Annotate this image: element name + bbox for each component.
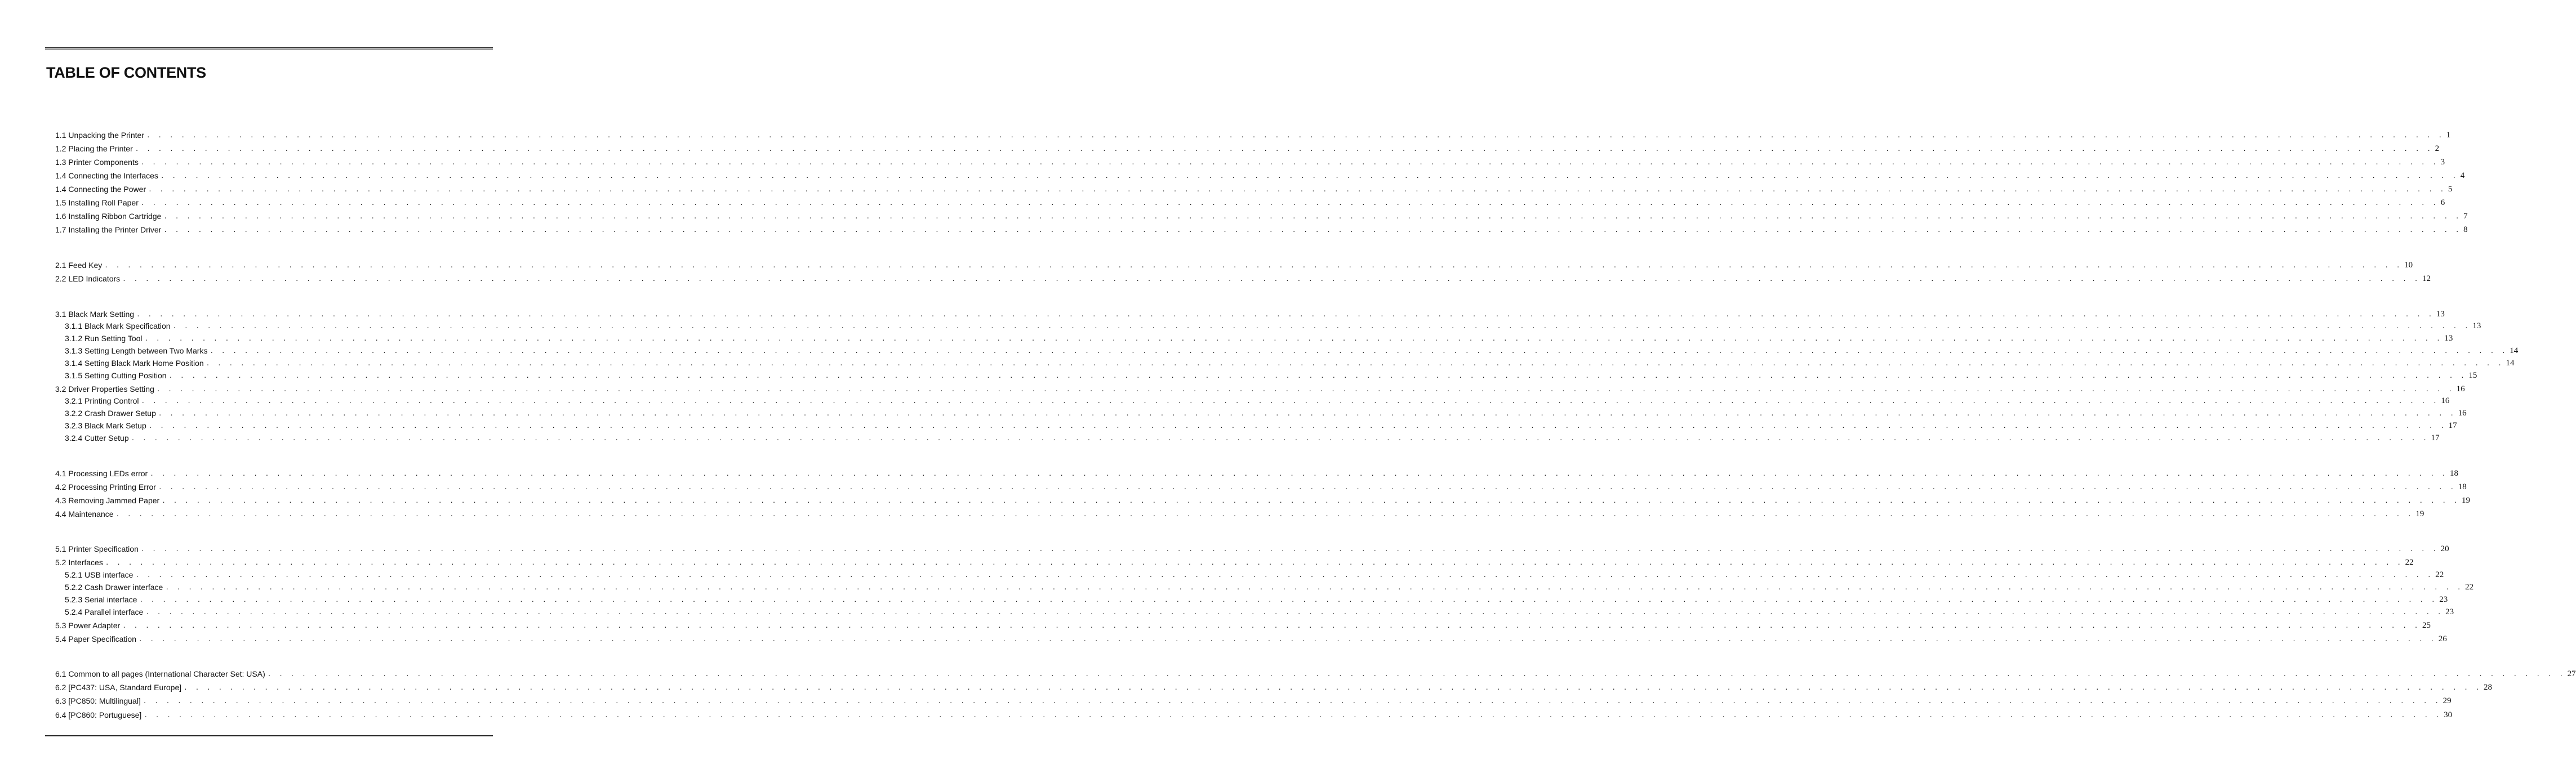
toc-entry-label: 2.1 Feed Key bbox=[55, 261, 103, 270]
dot-leader: . . . . . . . . . . . . . . . . . . . . . . . . . . . . . . . . . . . . . . . . . . . . . . . . . . . . . . . . . . . . . . . . . . . . . . . . . . . . . . . . . . . . . . . . . . . . . . . . . . . . . . . . . . . . . . . . . . . . . . . . . . . . . . . . . . . . . . . . . . . . . . . . . . . . . . . . . . . . . . . . . . . . . . . . . . . . . . . . . . . . . . . . . . . . . . . . . . . . . . . . bbox=[160, 172, 2458, 180]
toc-entry-page-number: 30 bbox=[2444, 710, 2453, 719]
dot-leader: . . . . . . . . . . . . . . . . . . . . . . . . . . . . . . . . . . . . . . . . . . . . . . . . . . . . . . . . . . . . . . . . . . . . . . . . . . . . . . . . . . . . . . . . . . . . . . . . . . . . . . . . . . . . . . . . . . . . . . . . . . . . . . . . . . . . . . . . . . . . . . . . . . . . . . . . . . . . . . . . . . . . . . . . . . . . . . . . . . . . . . . . . . . . . . . . . . . . . . . . bbox=[122, 275, 2420, 283]
dot-leader: . . . . . . . . . . . . . . . . . . . . . . . . . . . . . . . . . . . . . . . . . . . . . . . . . . . . . . . . . . . . . . . . . . . . . . . . . . . . . . . . . . . . . . . . . . . . . . . . . . . . . . . . . . . . . . . . . . . . . . . . . . . . . . . . . . . . . . . . . . . . . . . . . . . . . . . . . . . . . . . . . . . . . . . . . . . . . . . . . . . . . . . . . . . . . . . . . . . . . . . . bbox=[140, 159, 2439, 166]
toc-entry-label: 4.3 Removing Jammed Paper bbox=[55, 496, 160, 505]
toc-entry-label: 5.2.4 Parallel interface bbox=[65, 607, 144, 616]
toc-entry-page-number: 22 bbox=[2465, 583, 2474, 592]
toc-entry-page-number: 18 bbox=[2450, 469, 2458, 478]
toc-entry-page-number: 10 bbox=[2404, 261, 2413, 270]
dot-leader: . . . . . . . . . . . . . . . . . . . . . . . . . . . . . . . . . . . . . . . . . . . . . . . . . . . . . . . . . . . . . . . . . . . . . . . . . . . . . . . . . . . . . . . . . . . . . . . . . . . . . . . . . . . . . . . . . . . . . . . . . . . . . . . . . . . . . . . . . . . . . . . . . . . . . . . . . . . . . . . . . . . . . . . . . . . . . . . . . . . . . . . . . . . . . . . . . . . . . . . . bbox=[115, 511, 2414, 518]
toc-entry-label: 3.1.5 Setting Cutting Position bbox=[65, 371, 167, 380]
toc-entry-label: 4.4 Maintenance bbox=[55, 509, 114, 518]
toc-entry[interactable] bbox=[65, 395, 2450, 405]
toc-entry-page-number: 27 bbox=[2567, 669, 2576, 678]
toc-entry-label: 5.2.2 Cash Drawer interface bbox=[65, 583, 163, 592]
dot-leader: . . . . . . . . . . . . . . . . . . . . . . . . . . . . . . . . . . . . . . . . . . . . . . . . . . . . . . . . . . . . . . . . . . . . . . . . . . . . . . . . . . . . . . . . . . . . . . . . . . . . . . . . . . . . . . . . . . . . . . . . . . . . . . . . . . . . . . . . . . . . . . . . . . . . . . . . . . . . . . . . . . . . . . . . . . . . . . . . . . . . . . . . . . . . . . . . . . . . . . . . bbox=[168, 372, 2467, 379]
dot-leader: . . . . . . . . . . . . . . . . . . . . . . . . . . . . . . . . . . . . . . . . . . . . . . . . . . . . . . . . . . . . . . . . . . . . . . . . . . . . . . . . . . . . . . . . . . . . . . . . . . . . . . . . . . . . . . . . . . . . . . . . . . . . . . . . . . . . . . . . . . . . . . . . . . . . . . . . . . . . . . . . . . . . . . . . . . . . . . . . . . . . . . . . . . . . . . . . . . . . . . . . bbox=[139, 596, 2437, 603]
toc-entry-page-number: 18 bbox=[2458, 482, 2467, 491]
dot-leader: . . . . . . . . . . . . . . . . . . . . . . . . . . . . . . . . . . . . . . . . . . . . . . . . . . . . . . . . . . . . . . . . . . . . . . . . . . . . . . . . . . . . . . . . . . . . . . . . . . . . . . . . . . . . . . . . . . . . . . . . . . . . . . . . . . . . . . . . . . . . . . . . . . . . . . . . . . . . . . . . . . . . . . . . . . . . . . . . . . . . . . . . . . . . . . . . . . . . . . . . bbox=[163, 213, 2462, 220]
toc-entry-label: 1.4 Connecting the Interfaces bbox=[55, 171, 158, 180]
toc-entry-page-number: 4 bbox=[2460, 171, 2465, 180]
toc-entry-page-number: 5 bbox=[2448, 185, 2453, 194]
bottom-rule bbox=[45, 735, 493, 736]
dot-leader: . . . . . . . . . . . . . . . . . . . . . . . . . . . . . . . . . . . . . . . . . . . . . . . . . . . . . . . . . . . . . . . . . . . . . . . . . . . . . . . . . . . . . . . . . . . . . . . . . . . . . . . . . . . . . . . . . . . . . . . . . . . . . . . . . . . . . . . . . . . . . . . . . . . . . . . . . . . . . . . . . . . . . . . . . . . . . . . . . . . . . . . . . . . . . . . . . . . . . . . . bbox=[135, 145, 2433, 153]
toc-entry-label: 6.4 [PC860: Portuguese] bbox=[55, 710, 142, 719]
toc-entry[interactable] bbox=[65, 606, 2454, 616]
dot-leader: . . . . . . . . . . . . . . . . . . . . . . . . . . . . . . . . . . . . . . . . . . . . . . . . . . . . . . . . . . . . . . . . . . . . . . . . . . . . . . . . . . . . . . . . . . . . . . . . . . . . . . . . . . . . . . . . . . . . . . . . . . . . . . . . . . . . . . . . . . . . . . . . . . . . . . . . . . . . . . . . . . . . . . . . . . . . . . . . . . . . . . . . . . . . . . . . . . . . . . . . bbox=[165, 584, 2463, 591]
dot-leader: . . . . . . . . . . . . . . . . . . . . . . . . . . . . . . . . . . . . . . . . . . . . . . . . . . . . . . . . . . . . . . . . . . . . . . . . . . . . . . . . . . . . . . . . . . . . . . . . . . . . . . . . . . . . . . . . . . . . . . . . . . . . . . . . . . . . . . . . . . . . . . . . . . . . . . . . . . . . . . . . . . . . . . . . . . . . . . . . . . . . . . . . . . . . . . . . . . . . . . . . bbox=[210, 347, 2508, 355]
toc-entry[interactable] bbox=[55, 557, 2414, 567]
dot-leader: . . . . . . . . . . . . . . . . . . . . . . . . . . . . . . . . . . . . . . . . . . . . . . . . . . . . . . . . . . . . . . . . . . . . . . . . . . . . . . . . . . . . . . . . . . . . . . . . . . . . . . . . . . . . . . . . . . . . . . . . . . . . . . . . . . . . . . . . . . . . . . . . . . . . . . . . . . . . . . . . . . . . . . . . . . . . . . . . . . . . . . . . . . . . . . . . . . . . . . . . bbox=[148, 186, 2446, 193]
toc-entry-page-number: 23 bbox=[2445, 607, 2454, 616]
toc-entry[interactable] bbox=[55, 468, 2458, 478]
toc-entry[interactable] bbox=[65, 594, 2448, 604]
toc-entry[interactable] bbox=[55, 170, 2465, 180]
toc-entry-label: 3.1.1 Black Mark Specification bbox=[65, 321, 171, 330]
toc-entry-page-number: 3 bbox=[2440, 158, 2445, 167]
toc-entry-page-number: 16 bbox=[2458, 409, 2467, 418]
toc-entry[interactable] bbox=[55, 211, 2468, 221]
dot-leader: . . . . . . . . . . . . . . . . . . . . . . . . . . . . . . . . . . . . . . . . . . . . . . . . . . . . . . . . . . . . . . . . . . . . . . . . . . . . . . . . . . . . . . . . . . . . . . . . . . . . . . . . . . . . . . . . . . . . . . . . . . . . . . . . . . . . . . . . . . . . . . . . . . . . . . . . . . . . . . . . . . . . . . . . . . . . . . . . . . . . . . . . . . . . . . . . . . . . . . . . bbox=[172, 323, 2471, 330]
toc-entry-page-number: 8 bbox=[2463, 225, 2468, 234]
toc-entry[interactable] bbox=[55, 184, 2453, 194]
toc-entry[interactable] bbox=[55, 481, 2467, 491]
toc-entry-label: 5.2 Interfaces bbox=[55, 558, 103, 567]
toc-entry-label: 6.1 Common to all pages (International Character Set: USA) bbox=[55, 669, 265, 678]
dot-leader: . . . . . . . . . . . . . . . . . . . . . . . . . . . . . . . . . . . . . . . . . . . . . . . . . . . . . . . . . . . . . . . . . . . . . . . . . . . . . . . . . . . . . . . . . . . . . . . . . . . . . . . . . . . . . . . . . . . . . . . . . . . . . . . . . . . . . . . . . . . . . . . . . . . . . . . . . . . . . . . . . . . . . . . . . . . . . . . . . . . . . . . . . . . . . . . . . . . . . . . . bbox=[206, 360, 2504, 367]
toc-entry-page-number: 20 bbox=[2440, 544, 2449, 553]
toc-entry-label: 3.1.4 Setting Black Mark Home Position bbox=[65, 359, 204, 368]
toc-entry[interactable] bbox=[55, 495, 2471, 505]
toc-entry[interactable] bbox=[65, 408, 2467, 418]
toc-entry-page-number: 17 bbox=[2431, 433, 2440, 442]
dot-leader: . . . . . . . . . . . . . . . . . . . . . . . . . . . . . . . . . . . . . . . . . . . . . . . . . . . . . . . . . . . . . . . . . . . . . . . . . . . . . . . . . . . . . . . . . . . . . . . . . . . . . . . . . . . . . . . . . . . . . . . . . . . . . . . . . . . . . . . . . . . . . . . . . . . . . . . . . . . . . . . . . . . . . . . . . . . . . . . . . . . . . . . . . . . . . . . . . . . . . . . . bbox=[158, 410, 2456, 417]
toc-entry[interactable] bbox=[55, 260, 2413, 270]
toc-entry[interactable] bbox=[55, 383, 2465, 394]
toc-entry-page-number: 14 bbox=[2506, 359, 2515, 368]
toc-entry-label: 4.1 Processing LEDs error bbox=[55, 469, 148, 478]
toc-entry-page-number: 19 bbox=[2415, 509, 2424, 518]
toc-entry-label: 3.2 Driver Properties Setting bbox=[55, 385, 154, 394]
toc-entry-label: 5.2.1 USB interface bbox=[65, 570, 134, 579]
dot-leader: . . . . . . . . . . . . . . . . . . . . . . . . . . . . . . . . . . . . . . . . . . . . . . . . . . . . . . . . . . . . . . . . . . . . . . . . . . . . . . . . . . . . . . . . . . . . . . . . . . . . . . . . . . . . . . . . . . . . . . . . . . . . . . . . . . . . . . . . . . . . . . . . . . . . . . . . . . . . . . . . . . . . . . . . . . . . . . . . . . . . . . . . . . . . . . . . . . . . . . . . bbox=[144, 335, 2442, 342]
toc-entry-label: 6.2 [PC437: USA, Standard Europe] bbox=[55, 683, 182, 692]
toc-entry[interactable] bbox=[55, 508, 2424, 518]
toc-entry-label: 1.1 Unpacking the Printer bbox=[55, 131, 144, 140]
toc-entry[interactable] bbox=[55, 143, 2440, 153]
dot-leader: . . . . . . . . . . . . . . . . . . . . . . . . . . . . . . . . . . . . . . . . . . . . . . . . . . . . . . . . . . . . . . . . . . . . . . . . . . . . . . . . . . . . . . . . . . . . . . . . . . . . . . . . . . . . . . . . . . . . . . . . . . . . . . . . . . . . . . . . . . . . . . . . . . . . . . . . . . . . . . . . . . . . . . . . . . . . . . . . . . . . . . . . . . . . . . . . . . . . . . . . bbox=[184, 684, 2481, 691]
dot-leader: . . . . . . . . . . . . . . . . . . . . . . . . . . . . . . . . . . . . . . . . . . . . . . . . . . . . . . . . . . . . . . . . . . . . . . . . . . . . . . . . . . . . . . . . . . . . . . . . . . . . . . . . . . . . . . . . . . . . . . . . . . . . . . . . . . . . . . . . . . . . . . . . . . . . . . . . . . . . . . . . . . . . . . . . . . . . . . . . . . . . . . . . . . . . . . . . . . . . . . . . bbox=[162, 497, 2460, 504]
toc-entry-page-number: 26 bbox=[2438, 634, 2447, 643]
dot-leader: . . . . . . . . . . . . . . . . . . . . . . . . . . . . . . . . . . . . . . . . . . . . . . . . . . . . . . . . . . . . . . . . . . . . . . . . . . . . . . . . . . . . . . . . . . . . . . . . . . . . . . . . . . . . . . . . . . . . . . . . . . . . . . . . . . . . . . . . . . . . . . . . . . . . . . . . . . . . . . . . . . . . . . . . . . . . . . . . . . . . . . . . . . . . . . . . . . . . . . . . bbox=[140, 546, 2439, 553]
toc-entry-page-number: 14 bbox=[2510, 346, 2519, 355]
toc-entry-label: 5.1 Printer Specification bbox=[55, 544, 139, 553]
dot-leader: . . . . . . . . . . . . . . . . . . . . . . . . . . . . . . . . . . . . . . . . . . . . . . . . . . . . . . . . . . . . . . . . . . . . . . . . . . . . . . . . . . . . . . . . . . . . . . . . . . . . . . . . . . . . . . . . . . . . . . . . . . . . . . . . . . . . . . . . . . . . . . . . . . . . . . . . . . . . . . . . . . . . . . . . . . . . . . . . . . . . . . . . . . . . . . . . . . . . . . . . bbox=[267, 670, 2565, 678]
toc-entry-label: 5.3 Power Adapter bbox=[55, 621, 121, 630]
toc-entry-page-number: 29 bbox=[2442, 696, 2452, 705]
toc-entry[interactable] bbox=[65, 320, 2481, 330]
toc-entry[interactable] bbox=[55, 197, 2445, 207]
toc-entry[interactable] bbox=[65, 357, 2515, 368]
toc-entry[interactable] bbox=[65, 432, 2440, 442]
toc-entry[interactable] bbox=[55, 633, 2447, 643]
dot-leader: . . . . . . . . . . . . . . . . . . . . . . . . . . . . . . . . . . . . . . . . . . . . . . . . . . . . . . . . . . . . . . . . . . . . . . . . . . . . . . . . . . . . . . . . . . . . . . . . . . . . . . . . . . . . . . . . . . . . . . . . . . . . . . . . . . . . . . . . . . . . . . . . . . . . . . . . . . . . . . . . . . . . . . . . . . . . . . . . . . . . . . . . . . . . . . . . . . . . . . . . bbox=[143, 698, 2441, 705]
dot-leader: . . . . . . . . . . . . . . . . . . . . . . . . . . . . . . . . . . . . . . . . . . . . . . . . . . . . . . . . . . . . . . . . . . . . . . . . . . . . . . . . . . . . . . . . . . . . . . . . . . . . . . . . . . . . . . . . . . . . . . . . . . . . . . . . . . . . . . . . . . . . . . . . . . . . . . . . . . . . . . . . . . . . . . . . . . . . . . . . . . . . . . . . . . . . . . . . . . . . . . . . bbox=[136, 311, 2434, 318]
toc-entry-page-number: 12 bbox=[2422, 274, 2431, 283]
dot-leader: . . . . . . . . . . . . . . . . . . . . . . . . . . . . . . . . . . . . . . . . . . . . . . . . . . . . . . . . . . . . . . . . . . . . . . . . . . . . . . . . . . . . . . . . . . . . . . . . . . . . . . . . . . . . . . . . . . . . . . . . . . . . . . . . . . . . . . . . . . . . . . . . . . . . . . . . . . . . . . . . . . . . . . . . . . . . . . . . . . . . . . . . . . . . . . . . . . . . . . . . bbox=[150, 470, 2448, 477]
toc-entry[interactable] bbox=[55, 224, 2468, 234]
toc-entry-page-number: 19 bbox=[2462, 496, 2471, 505]
toc-entry-page-number: 7 bbox=[2463, 212, 2468, 221]
toc-entry-page-number: 13 bbox=[2444, 334, 2453, 343]
dot-leader: . . . . . . . . . . . . . . . . . . . . . . . . . . . . . . . . . . . . . . . . . . . . . . . . . . . . . . . . . . . . . . . . . . . . . . . . . . . . . . . . . . . . . . . . . . . . . . . . . . . . . . . . . . . . . . . . . . . . . . . . . . . . . . . . . . . . . . . . . . . . . . . . . . . . . . . . . . . . . . . . . . . . . . . . . . . . . . . . . . . . . . . . . . . . . . . . . . . . . . . . bbox=[105, 559, 2403, 566]
toc-entry-label: 3.1 Black Mark Setting bbox=[55, 310, 135, 319]
toc-entry-label: 5.4 Paper Specification bbox=[55, 634, 136, 643]
toc-entry-page-number: 1 bbox=[2446, 131, 2451, 140]
toc-entry-label: 4.2 Processing Printing Error bbox=[55, 482, 156, 491]
toc-entry[interactable] bbox=[55, 273, 2431, 283]
toc-entry[interactable] bbox=[55, 157, 2445, 167]
toc-entry[interactable] bbox=[55, 543, 2449, 553]
dot-leader: . . . . . . . . . . . . . . . . . . . . . . . . . . . . . . . . . . . . . . . . . . . . . . . . . . . . . . . . . . . . . . . . . . . . . . . . . . . . . . . . . . . . . . . . . . . . . . . . . . . . . . . . . . . . . . . . . . . . . . . . . . . . . . . . . . . . . . . . . . . . . . . . . . . . . . . . . . . . . . . . . . . . . . . . . . . . . . . . . . . . . . . . . . . . . . . . . . . . . . . . bbox=[156, 386, 2454, 393]
top-rule-thick bbox=[45, 47, 493, 48]
toc-entry[interactable] bbox=[55, 620, 2431, 630]
toc-entry-page-number: 15 bbox=[2468, 371, 2477, 380]
toc-entry-label: 3.2.3 Black Mark Setup bbox=[65, 421, 146, 430]
toc-entry-label: 1.5 Installing Roll Paper bbox=[55, 198, 139, 207]
toc-entry[interactable] bbox=[65, 370, 2477, 380]
toc-entry-label: 1.6 Installing Ribbon Cartridge bbox=[55, 212, 162, 221]
toc-entry[interactable] bbox=[65, 333, 2453, 343]
toc-entry-label: 3.2.4 Cutter Setup bbox=[65, 433, 129, 442]
toc-entry-page-number: 22 bbox=[2405, 558, 2414, 567]
toc-entry-page-number: 6 bbox=[2440, 198, 2445, 207]
toc-entry[interactable] bbox=[55, 709, 2453, 719]
toc-entry-label: 6.3 [PC850: Multilingual] bbox=[55, 696, 141, 705]
toc-entry-label: 5.2.3 Serial interface bbox=[65, 595, 137, 604]
toc-entry[interactable] bbox=[65, 420, 2457, 430]
toc-entry-page-number: 17 bbox=[2448, 421, 2457, 430]
dot-leader: . . . . . . . . . . . . . . . . . . . . . . . . . . . . . . . . . . . . . . . . . . . . . . . . . . . . . . . . . . . . . . . . . . . . . . . . . . . . . . . . . . . . . . . . . . . . . . . . . . . . . . . . . . . . . . . . . . . . . . . . . . . . . . . . . . . . . . . . . . . . . . . . . . . . . . . . . . . . . . . . . . . . . . . . . . . . . . . . . . . . . . . . . . . . . . . . . . . . . . . . bbox=[145, 609, 2444, 616]
toc-entry-page-number: 25 bbox=[2422, 621, 2431, 630]
toc-entry-label: 1.3 Printer Components bbox=[55, 158, 139, 167]
dot-leader: . . . . . . . . . . . . . . . . . . . . . . . . . . . . . . . . . . . . . . . . . . . . . . . . . . . . . . . . . . . . . . . . . . . . . . . . . . . . . . . . . . . . . . . . . . . . . . . . . . . . . . . . . . . . . . . . . . . . . . . . . . . . . . . . . . . . . . . . . . . . . . . . . . . . . . . . . . . . . . . . . . . . . . . . . . . . . . . . . . . . . . . . . . . . . . . . . . . . . . . . bbox=[138, 636, 2436, 643]
toc-entry[interactable] bbox=[55, 695, 2452, 705]
toc-entry-label: 1.2 Placing the Printer bbox=[55, 144, 133, 153]
toc-entry-page-number: 23 bbox=[2439, 595, 2448, 604]
toc-entry[interactable] bbox=[55, 309, 2445, 319]
toc-entry-label: 1.4 Connecting the Power bbox=[55, 185, 146, 194]
toc-entry-label: 3.2.2 Crash Drawer Setup bbox=[65, 409, 156, 418]
dot-leader: . . . . . . . . . . . . . . . . . . . . . . . . . . . . . . . . . . . . . . . . . . . . . . . . . . . . . . . . . . . . . . . . . . . . . . . . . . . . . . . . . . . . . . . . . . . . . . . . . . . . . . . . . . . . . . . . . . . . . . . . . . . . . . . . . . . . . . . . . . . . . . . . . . . . . . . . . . . . . . . . . . . . . . . . . . . . . . . . . . . . . . . . . . . . . . . . . . . . . . . . bbox=[135, 571, 2433, 579]
toc-entry[interactable] bbox=[55, 668, 2576, 678]
dot-leader: . . . . . . . . . . . . . . . . . . . . . . . . . . . . . . . . . . . . . . . . . . . . . . . . . . . . . . . . . . . . . . . . . . . . . . . . . . . . . . . . . . . . . . . . . . . . . . . . . . . . . . . . . . . . . . . . . . . . . . . . . . . . . . . . . . . . . . . . . . . . . . . . . . . . . . . . . . . . . . . . . . . . . . . . . . . . . . . . . . . . . . . . . . . . . . . . . . . . . . . . bbox=[141, 397, 2439, 405]
dot-leader: . . . . . . . . . . . . . . . . . . . . . . . . . . . . . . . . . . . . . . . . . . . . . . . . . . . . . . . . . . . . . . . . . . . . . . . . . . . . . . . . . . . . . . . . . . . . . . . . . . . . . . . . . . . . . . . . . . . . . . . . . . . . . . . . . . . . . . . . . . . . . . . . . . . . . . . . . . . . . . . . . . . . . . . . . . . . . . . . . . . . . . . . . . . . . . . . . . . . . . . . bbox=[163, 226, 2462, 234]
dot-leader: . . . . . . . . . . . . . . . . . . . . . . . . . . . . . . . . . . . . . . . . . . . . . . . . . . . . . . . . . . . . . . . . . . . . . . . . . . . . . . . . . . . . . . . . . . . . . . . . . . . . . . . . . . . . . . . . . . . . . . . . . . . . . . . . . . . . . . . . . . . . . . . . . . . . . . . . . . . . . . . . . . . . . . . . . . . . . . . . . . . . . . . . . . . . . . . . . . . . . . . . bbox=[122, 622, 2420, 629]
toc-entry-page-number: 2 bbox=[2435, 144, 2440, 153]
toc-entry-page-number: 22 bbox=[2435, 570, 2444, 579]
dot-leader: . . . . . . . . . . . . . . . . . . . . . . . . . . . . . . . . . . . . . . . . . . . . . . . . . . . . . . . . . . . . . . . . . . . . . . . . . . . . . . . . . . . . . . . . . . . . . . . . . . . . . . . . . . . . . . . . . . . . . . . . . . . . . . . . . . . . . . . . . . . . . . . . . . . . . . . . . . . . . . . . . . . . . . . . . . . . . . . . . . . . . . . . . . . . . . . . . . . . . . . . bbox=[104, 262, 2403, 269]
toc-entry-label: 1.7 Installing the Printer Driver bbox=[55, 225, 162, 234]
toc-entry-label: 3.1.3 Setting Length between Two Marks bbox=[65, 346, 208, 355]
toc-entry-page-number: 16 bbox=[2456, 385, 2465, 394]
toc-entry[interactable] bbox=[55, 682, 2492, 692]
dot-leader: . . . . . . . . . . . . . . . . . . . . . . . . . . . . . . . . . . . . . . . . . . . . . . . . . . . . . . . . . . . . . . . . . . . . . . . . . . . . . . . . . . . . . . . . . . . . . . . . . . . . . . . . . . . . . . . . . . . . . . . . . . . . . . . . . . . . . . . . . . . . . . . . . . . . . . . . . . . . . . . . . . . . . . . . . . . . . . . . . . . . . . . . . . . . . . . . . . . . . . . . bbox=[131, 435, 2429, 442]
page-title: TABLE OF CONTENTS bbox=[46, 64, 206, 81]
toc-entry-label: 3.2.1 Printing Control bbox=[65, 396, 139, 405]
toc-entry[interactable] bbox=[65, 345, 2519, 355]
dot-leader: . . . . . . . . . . . . . . . . . . . . . . . . . . . . . . . . . . . . . . . . . . . . . . . . . . . . . . . . . . . . . . . . . . . . . . . . . . . . . . . . . . . . . . . . . . . . . . . . . . . . . . . . . . . . . . . . . . . . . . . . . . . . . . . . . . . . . . . . . . . . . . . . . . . . . . . . . . . . . . . . . . . . . . . . . . . . . . . . . . . . . . . . . . . . . . . . . . . . . . . . bbox=[158, 484, 2456, 491]
dot-leader: . . . . . . . . . . . . . . . . . . . . . . . . . . . . . . . . . . . . . . . . . . . . . . . . . . . . . . . . . . . . . . . . . . . . . . . . . . . . . . . . . . . . . . . . . . . . . . . . . . . . . . . . . . . . . . . . . . . . . . . . . . . . . . . . . . . . . . . . . . . . . . . . . . . . . . . . . . . . . . . . . . . . . . . . . . . . . . . . . . . . . . . . . . . . . . . . . . . . . . . . bbox=[146, 132, 2444, 139]
toc-entry-label: 3.1.2 Run Setting Tool bbox=[65, 334, 143, 343]
toc-entry-page-number: 16 bbox=[2441, 396, 2450, 405]
toc-entry[interactable] bbox=[55, 129, 2451, 140]
toc-entry-page-number: 13 bbox=[2436, 310, 2445, 319]
toc-entry-page-number: 13 bbox=[2472, 321, 2481, 330]
toc-entry[interactable] bbox=[65, 582, 2474, 592]
dot-leader: . . . . . . . . . . . . . . . . . . . . . . . . . . . . . . . . . . . . . . . . . . . . . . . . . . . . . . . . . . . . . . . . . . . . . . . . . . . . . . . . . . . . . . . . . . . . . . . . . . . . . . . . . . . . . . . . . . . . . . . . . . . . . . . . . . . . . . . . . . . . . . . . . . . . . . . . . . . . . . . . . . . . . . . . . . . . . . . . . . . . . . . . . . . . . . . . . . . . . . . . bbox=[148, 422, 2446, 430]
toc-entry[interactable] bbox=[65, 569, 2444, 579]
dot-leader: . . . . . . . . . . . . . . . . . . . . . . . . . . . . . . . . . . . . . . . . . . . . . . . . . . . . . . . . . . . . . . . . . . . . . . . . . . . . . . . . . . . . . . . . . . . . . . . . . . . . . . . . . . . . . . . . . . . . . . . . . . . . . . . . . . . . . . . . . . . . . . . . . . . . . . . . . . . . . . . . . . . . . . . . . . . . . . . . . . . . . . . . . . . . . . . . . . . . . . . . bbox=[144, 712, 2442, 719]
toc-entry-label: 2.2 LED Indicators bbox=[55, 274, 121, 283]
dot-leader: . . . . . . . . . . . . . . . . . . . . . . . . . . . . . . . . . . . . . . . . . . . . . . . . . . . . . . . . . . . . . . . . . . . . . . . . . . . . . . . . . . . . . . . . . . . . . . . . . . . . . . . . . . . . . . . . . . . . . . . . . . . . . . . . . . . . . . . . . . . . . . . . . . . . . . . . . . . . . . . . . . . . . . . . . . . . . . . . . . . . . . . . . . . . . . . . . . . . . . . . bbox=[140, 199, 2439, 207]
toc-entry-page-number: 28 bbox=[2483, 683, 2492, 692]
